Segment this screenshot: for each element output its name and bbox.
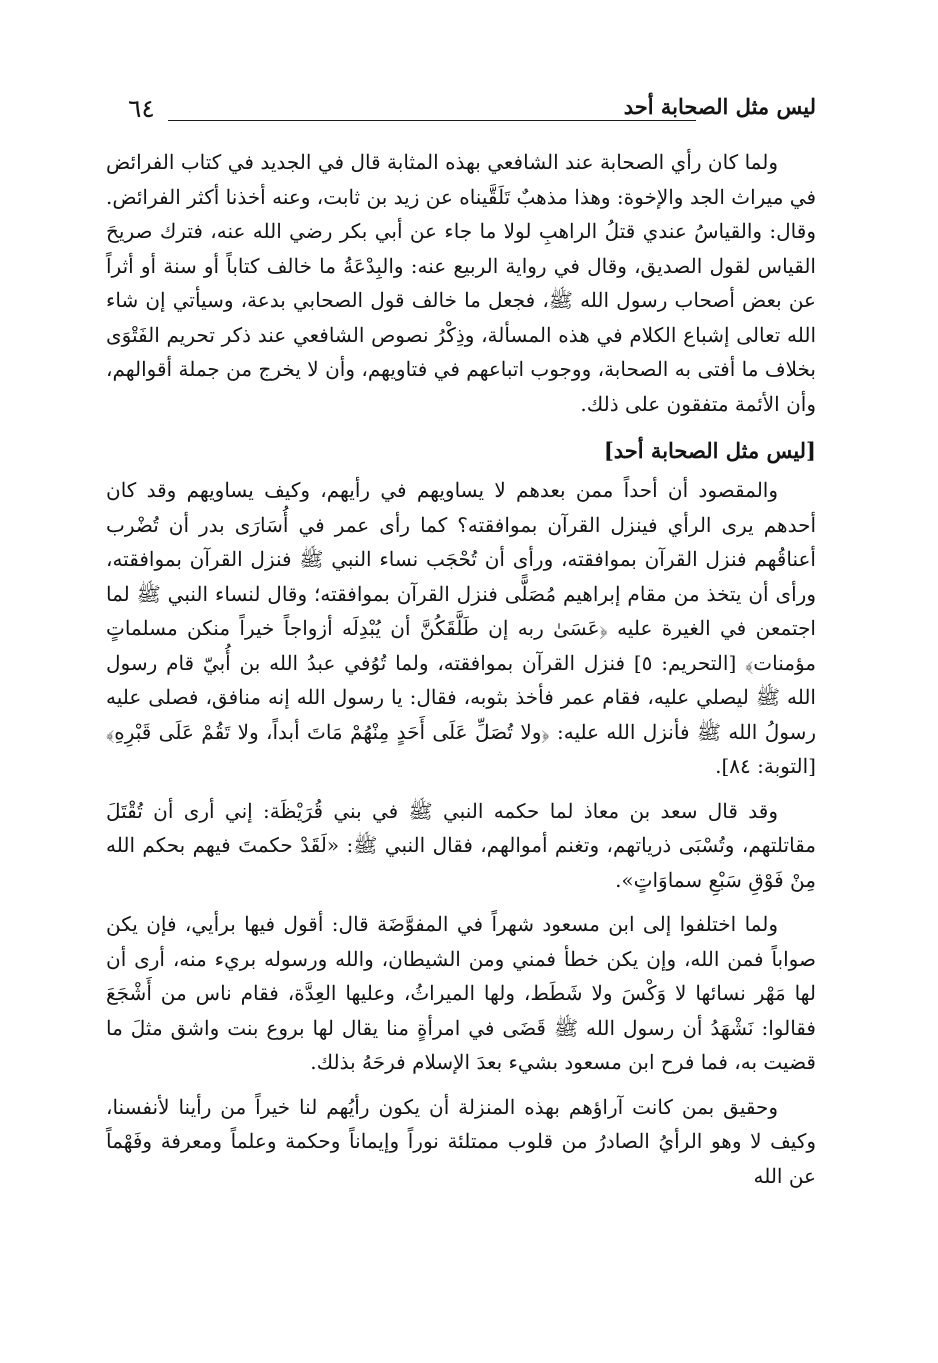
paragraph-4: ولما اختلفوا إلى ابن مسعود شهراً في المفوَّضَة قال: أقول فيها برأيي، فإن يكن صواباً فمن الله، وإن يكن خطأ فمني ومن الشيطان، والله ورسوله بريء منه، أرى أن لها مَهْر نسائها لا وَكْسَ ولا شَطَط، ولها الميراثُ، وعليها العِدَّة، فقام ناس من أَشْجَعَ فقالوا: نَشْهَدُ أن رسول الله ﷺ قَضَى في امرأةٍ منا يقال لها بروع بنت واشق مثلَ ما قضيت به، فما فرح ابن مسعود بشيء بعدَ الإسلام فرحَهُ بذلك. [106,912,816,1074]
paragraph-5: وحقيق بمن كانت آراؤهم بهذه المنزلة أن يكون رأيُهم لنا خيراً من رأينا لأنفسنا، وكيف لا وهو الرأيُ الصادرُ من قلوب ممتلئة نوراً وإيماناً وحكمة وعلماً ومعرفة وفَهْماً عن الله [106,1094,816,1188]
running-title: ليس مثل الصحابة أحد [623,94,816,119]
paragraph-1: ولما كان رأي الصحابة عند الشافعي بهذه المثابة قال في الجديد في كتاب الفرائض في ميراث الجد والإخوة: وهذا مذهبٌ تَلَقَّيناه عن زيد بن ثابت، وعنه أخذنا أكثر الفرائض. وقال: والقياسُ عندي قتلُ الراهبِ لولا ما جاء عن أبي بكر رضي الله عنه، فترك صريحَ القياس لقول الصديق، وقال في رواية الربيع عنه: والبِدْعَةُ ما خالف كتاباً أو سنة أو أثراً عن بعض أصحاب رسول الله ﷺ، فجعل ما خالف قول الصحابي بدعة، وسيأتي إن شاء الله تعالى إشباع الكلام في هذه المسألة، وذِكْرُ نصوص الشافعي عند ذكر تحريم الفَتْوَى بخلاف ما أفتى به الصحابة، ووجوب اتباعهم في فتاويهم، وأن لا يخرج من جملة أقوالهم، وأن الأئمة متفقون على ذلك. [106,150,816,416]
header-rule [168,120,696,121]
page-number: ٦٤ [128,94,155,123]
section-heading: [ليس مثل الصحابة أحد] [603,438,816,463]
page-header [128,92,816,132]
paragraph-2: والمقصود أن أحداً ممن بعدهم لا يساويهم في رأيهم، وكيف يساويهم وقد كان أحدهم يرى الرأي فينزل القرآن بموافقته؟ كما رأى عمر في أُسَارَى بدر أن تُضْرب أعناقُهم فنزل القرآن بموافقته، ورأى أن تُحْجَب نساء النبي ﷺ فنزل القرآن بموافقته، ورأى أن يتخذ من مقام إبراهيم مُصَلًّى فنزل القرآن بموافقته؛ وقال لنساء النبي ﷺ لما اجتمعن في الغيرة عليه ﴿عَسَىٰ ربه إن طَلَّقَكُنَّ أن يُبْدِلَه أزواجاً خيراً منكن مسلماتٍ مؤمنات﴾ [التحريم: ٥] فنزل القرآن بموافقته، ولما تُوُفي عبدُ الله بن أُبيّ قام رسول الله ﷺ ليصلي عليه، فقام عمر فأخذ بثوبه، فقال: يا رسول الله إنه منافق، فصلى عليه رسولُ الله ﷺ فأنزل الله عليه: ﴿ولا تُصَلِّ عَلَى أَحَدٍ مِنْهُمْ مَاتَ أبداً، ولا تَقُمْ عَلَى قَبْرِهِ﴾ [التوبة: ٨٤]. [106,478,816,778]
body-text [106,145,816,1193]
paragraph-3: وقد قال سعد بن معاذ لما حكمه النبي ﷺ في بني قُرَيْظَة: إني أرى أن تُقْتَلَ مقاتلتهم، وتُسْبَى ذرياتهم، وتغنم أموالهم، فقال النبي ﷺ: «لَقَدْ حكمتَ فيهم بحكم الله مِنْ فَوْقِ سَبْعِ سماوَاتٍ». [106,798,816,892]
